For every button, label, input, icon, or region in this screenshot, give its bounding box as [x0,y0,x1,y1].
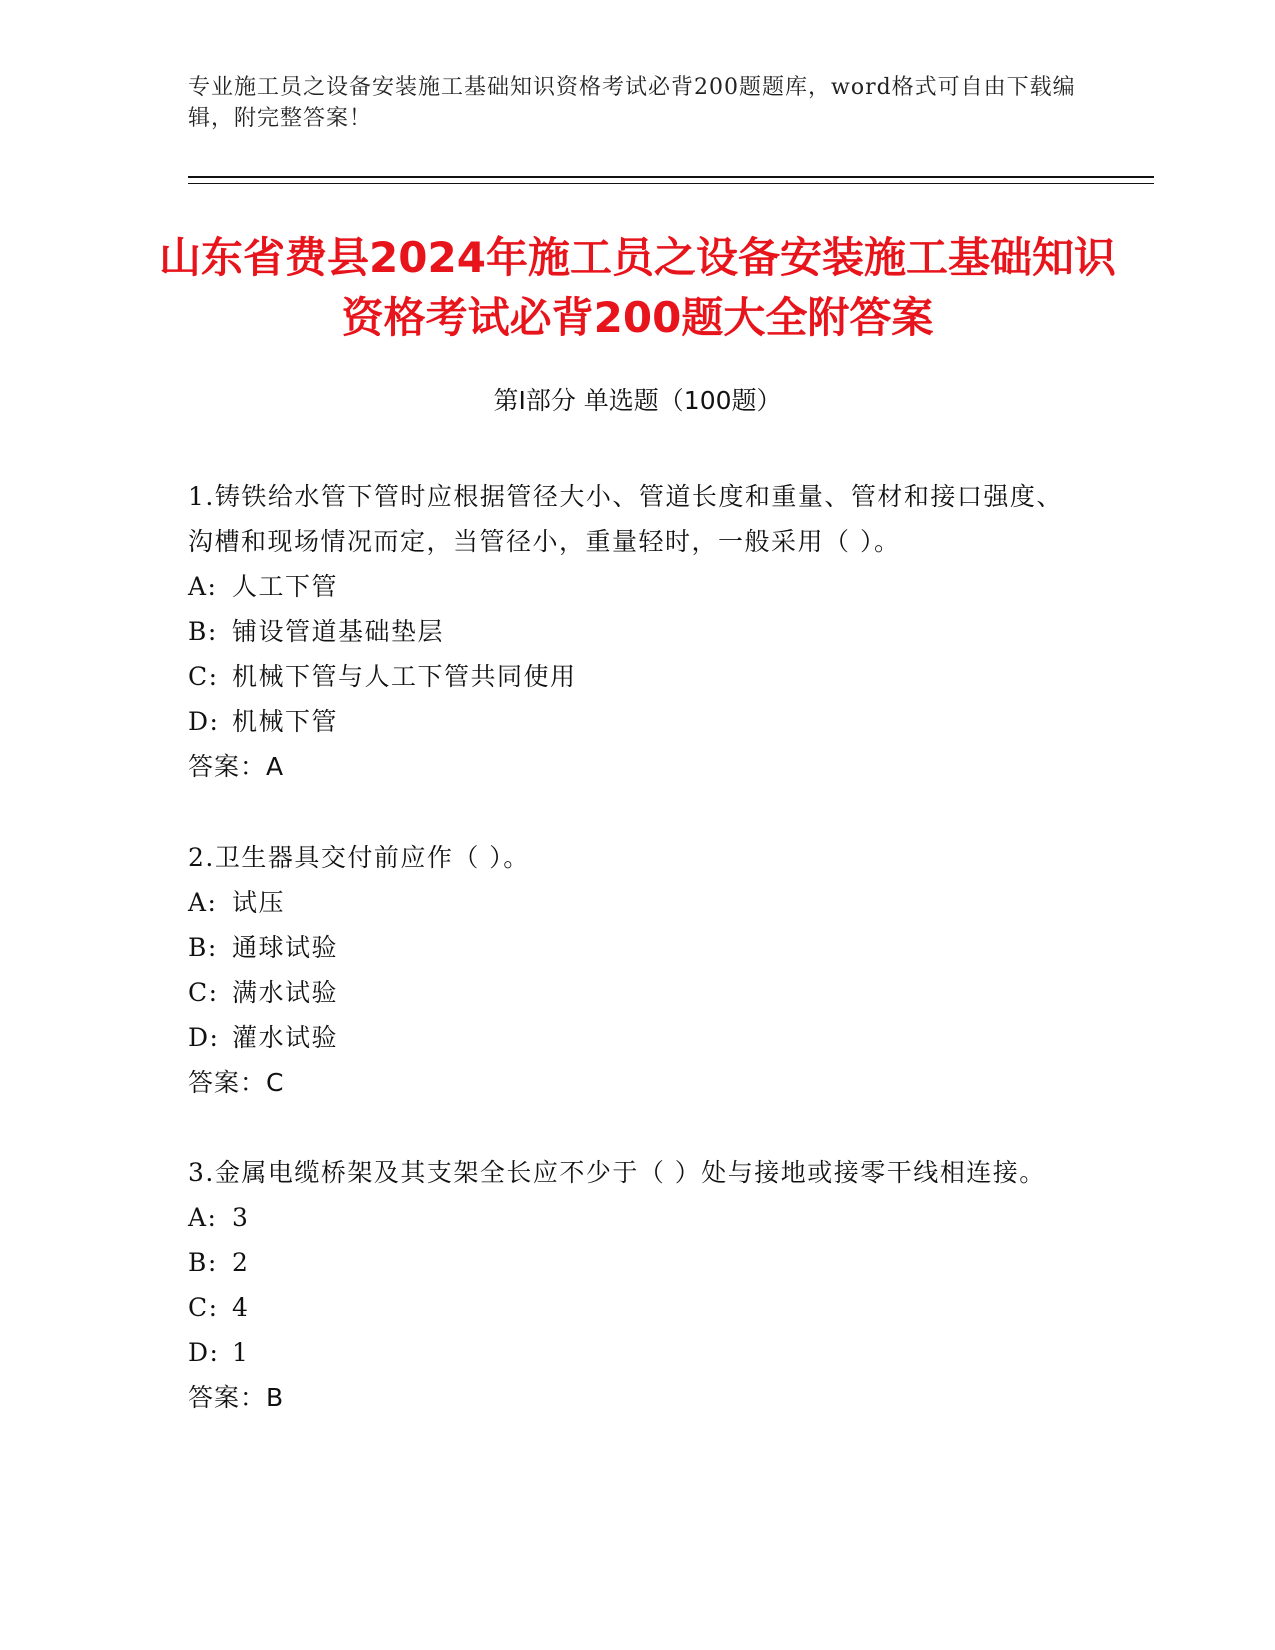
option-key: B: [188,617,218,646]
answer-line: 答案：A [188,752,285,781]
question-stem: 1.铸铁给水管下管时应根据管径大小、管道长度和重量、管材和接口强度、沟槽和现场情况而定，当管径小，重量轻时，一般采用（ ）。 [188,482,1063,556]
option-a [188,1195,1088,1240]
option-a [188,564,1088,609]
option-key: D: [188,1338,220,1367]
option-key: B: [188,1248,218,1277]
header-divider-thin [188,183,1154,184]
option-key: A: [188,1203,218,1232]
option-b [188,1240,1088,1285]
option-b [188,609,1088,654]
answer-line: 答案：B [188,1383,285,1412]
option-c [188,970,1088,1015]
option-d [188,1330,1088,1375]
header-divider-thick [188,176,1154,178]
question-2 [188,835,1088,1105]
option-text: 机械下管 [232,707,339,736]
option-d [188,699,1088,744]
option-text: 试压 [232,888,286,917]
option-key: B: [188,933,218,962]
option-text: 4 [232,1293,250,1322]
option-b [188,925,1088,970]
option-text: 3 [232,1203,250,1232]
option-text: 1 [232,1338,250,1367]
header-note: 专业施工员之设备安装施工基础知识资格考试必背200题题库，word格式可自由下载编辑，附完整答案！ [188,75,1076,131]
question-1 [188,474,1088,789]
question-stem: 2.卫生器具交付前应作（ ）。 [188,843,530,872]
option-text: 满水试验 [232,978,339,1007]
option-text: 通球试验 [232,933,339,962]
option-key: A: [188,572,218,601]
section-heading: 第Ⅰ部分 单选题（100题） [493,386,782,415]
option-a [188,880,1088,925]
option-text: 铺设管道基础垫层 [232,617,445,646]
option-key: D: [188,707,220,736]
answer-line: 答案：C [188,1068,285,1097]
question-3 [188,1150,1088,1420]
option-c [188,1285,1088,1330]
document-title: 山东省费县2024年施工员之设备安装施工基础知识资格考试必背200题大全附答案 [159,233,1116,342]
option-key: C: [188,1293,219,1322]
option-key: C: [188,662,219,691]
option-key: A: [188,888,218,917]
option-text: 人工下管 [232,572,339,601]
option-d [188,1015,1088,1060]
question-stem: 3.金属电缆桥架及其支架全长应不少于（ ）处与接地或接零干线相连接。 [188,1158,1046,1187]
option-text: 灌水试验 [232,1023,339,1052]
option-c [188,654,1088,699]
option-key: C: [188,978,219,1007]
option-key: D: [188,1023,220,1052]
option-text: 机械下管与人工下管共同使用 [232,662,577,691]
option-text: 2 [232,1248,250,1277]
